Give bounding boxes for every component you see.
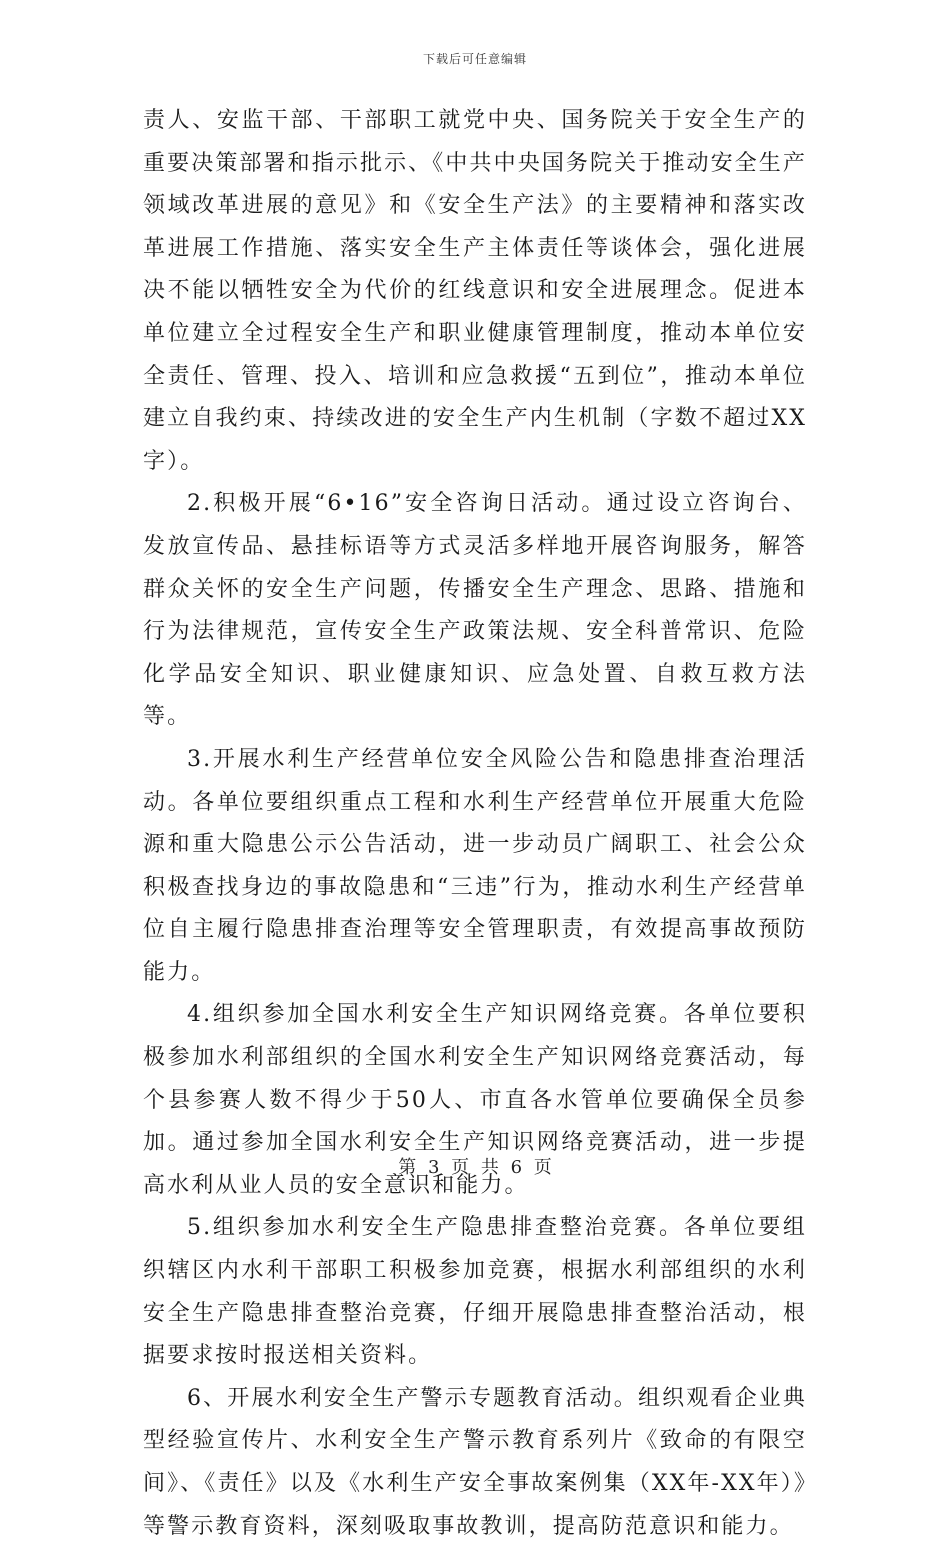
page-number-footer: 第 3 页 共 6 页: [398, 1157, 552, 1178]
paragraph-item-6: 6、开展水利安全生产警示专题教育活动。组织观看企业典型经验宣传片、水利安全生产警示教育系列片《致命的有限空间》、《责任》以及《水利生产安全事故案例集（XX年-XX年）》等警示教育资料，深刻吸取事故教训，提高防范意识和能力。: [143, 1385, 807, 1539]
paragraph-continuation: 责人、安监干部、干部职工就党中央、国务院关于安全生产的重要决策部署和指示批示、《中共中央国务院关于推动安全生产领域改革进展的意见》和《安全生产法》的主要精神和落实改革进展工作措施、落实安全生产主体责任等谈体会，强化进展决不能以牺牲安全为代价的红线意识和安全进展理念。促进本单位建立全过程安全生产和职业健康管理制度，推动本单位安全责任、管理、投入、培训和应急救援“五到位”，推动本单位建立自我约束、持续改进的安全生产内生机制（字数不超过XX字）。: [143, 108, 807, 474]
paragraph-item-2: 2.积极开展“6•16”安全咨询日活动。通过设立咨询台、发放宣传品、悬挂标语等方式灵活多样地开展咨询服务，解答群众关怀的安全生产问题，传播安全生产理念、思路、措施和行为法律规范，宣传安全生产政策法规、安全科普常识、危险化学品安全知识、职业健康知识、应急处置、自救互救方法等。: [143, 491, 807, 730]
paragraph-item-5: 5.组织参加水利安全生产隐患排查整治竞赛。各单位要组织辖区内水利干部职工积极参加竞赛，根据水利部组织的水利安全生产隐患排查整治竞赛，仔细开展隐患排查整治活动，根据要求按时报送相关资料。: [143, 1215, 807, 1369]
document-body: [143, 100, 807, 1548]
paragraph-item-4: 4.组织参加全国水利安全生产知识网络竞赛。各单位要积极参加水利部组织的全国水利安全生产知识网络竞赛活动，每个县参赛人数不得少于50人、市直各水管单位要确保全员参加。通过参加全国水利安全生产知识网络竞赛活动，进一步提高水利从业人员的安全意识和能力。: [143, 1002, 807, 1198]
paragraph-item-3: 3.开展水利生产经营单位安全风险公告和隐患排查治理活动。各单位要组织重点工程和水利生产经营单位开展重大危险源和重大隐患公示公告活动，进一步动员广阔职工、社会公众积极查找身边的事故隐患和“三违”行为，推动水利生产经营单位自主履行隐患排查治理等安全管理职责，有效提高事故预防能力。: [143, 746, 807, 985]
page-header: 下载后可任意编辑: [422, 52, 527, 66]
